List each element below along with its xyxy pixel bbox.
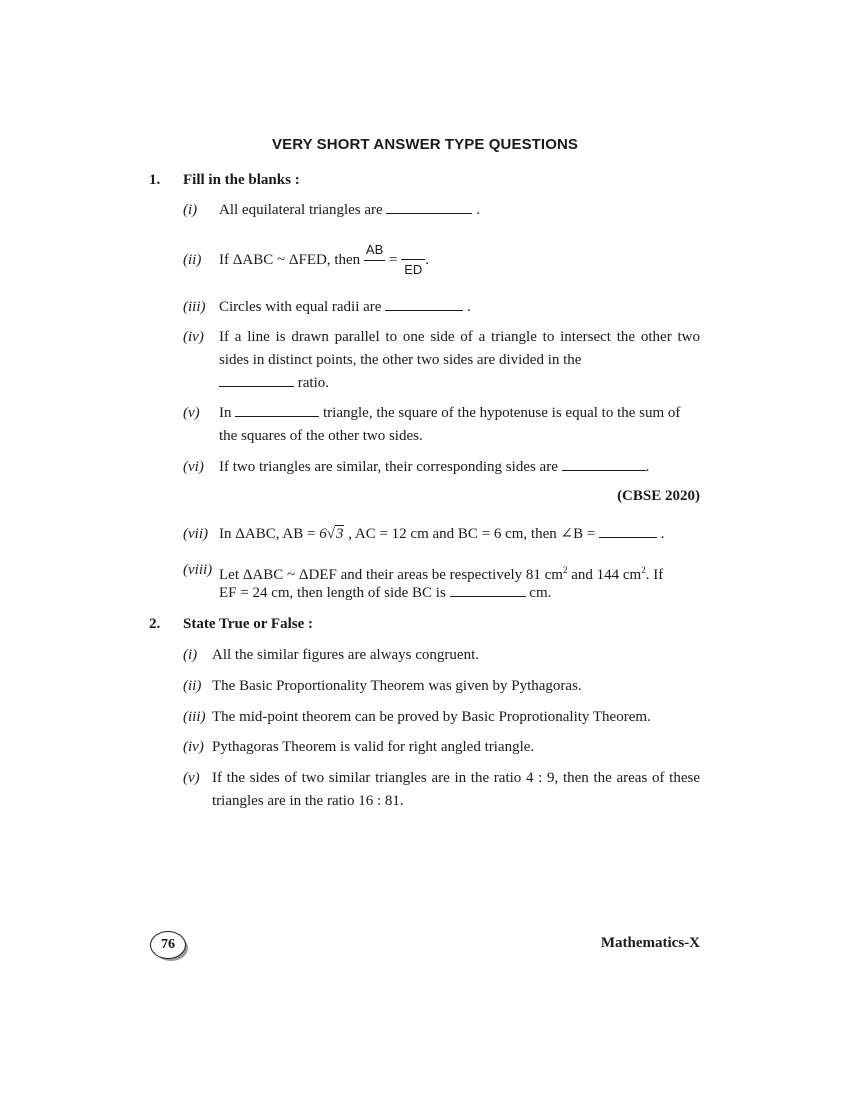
q1-item-4-numeral: (iv)	[183, 329, 204, 345]
book-title: Mathematics-X	[600, 935, 700, 951]
q2-item-4: Pythagoras Theorem is valid for right angled triangle.	[212, 739, 535, 755]
question-2-title: State True or False :	[183, 616, 313, 632]
superscript: 2	[562, 565, 568, 575]
q1-item-5-numeral: (v)	[183, 405, 200, 421]
q1-item-8-text-4: EF = 24 cm, then length of side BC is	[219, 585, 446, 601]
radical-coefficient: 6	[319, 526, 327, 542]
q1-item-7	[219, 523, 665, 546]
q1-item-4-line3	[219, 372, 329, 395]
q1-item-1-numeral: (i)	[183, 202, 198, 218]
q2-item-5-numeral: (v)	[183, 770, 200, 786]
q1-item-8-end: cm.	[529, 585, 552, 601]
q1-item-3-numeral: (iii)	[183, 299, 206, 315]
q1-item-8-text-3: . If	[645, 567, 664, 583]
page-number: 76	[150, 931, 186, 959]
question-1-title: Fill in the blanks :	[183, 172, 300, 188]
fraction-numerator-blank[interactable]	[401, 243, 425, 260]
q1-item-5-text-start: In	[219, 405, 232, 421]
q1-item-5-text: triangle, the square of the hypotenuse is equal to the sum of the squares of the other two sides.	[219, 405, 681, 444]
equals-sign: =	[389, 252, 398, 268]
answer-blank[interactable]	[385, 296, 463, 311]
question-2-number: 2.	[149, 616, 161, 632]
fraction-numerator: AB	[364, 242, 385, 261]
q1-item-8-numeral: (viii)	[183, 562, 213, 578]
q1-item-1-end: .	[476, 202, 480, 218]
q1-item-3-text: Circles with equal radii are	[219, 299, 382, 315]
q1-item-8-line2	[219, 582, 551, 605]
q1-item-2-text: If ΔABC ~ ΔFED, then	[219, 252, 361, 268]
q2-item-4-numeral: (iv)	[183, 739, 204, 755]
superscript: 2	[641, 565, 646, 575]
page-number-badge	[150, 931, 186, 959]
radicand: 3	[335, 526, 344, 542]
q1-item-7-text-2: , AC = 12 cm and BC = 6 cm, then ∠B =	[348, 526, 596, 542]
q1-item-1-text: All equilateral triangles are	[219, 202, 383, 218]
fraction-ab-over-blank	[364, 242, 385, 279]
section-heading: VERY SHORT ANSWER TYPE QUESTIONS	[271, 136, 579, 153]
q1-item-3	[219, 296, 471, 319]
q2-item-1-numeral: (i)	[183, 647, 198, 663]
q1-item-3-end: .	[466, 299, 471, 315]
q1-item-4-end: ratio.	[297, 375, 329, 391]
q1-item-8-text-1: Let ΔABC ~ ΔDEF and their areas be respectively 81 cm	[219, 567, 563, 583]
fraction-denominator-blank[interactable]	[364, 261, 385, 279]
answer-blank[interactable]	[386, 199, 472, 214]
q1-item-6	[219, 456, 649, 479]
answer-blank[interactable]	[219, 372, 294, 387]
answer-blank[interactable]	[599, 523, 657, 538]
source-tag: (CBSE 2020)	[617, 488, 700, 504]
radical-expression: 6√3	[319, 526, 344, 542]
q1-item-7-text: In ΔABC, AB =	[219, 526, 316, 542]
q2-item-2-numeral: (ii)	[183, 678, 202, 694]
q1-item-8-text-2: and 144 cm	[567, 567, 642, 583]
q2-item-5: If the sides of two similar triangles are in the ratio 4 : 9, then the areas of these triangles are in the ratio 16 : 81.	[212, 770, 700, 809]
answer-blank[interactable]	[562, 456, 646, 471]
q1-item-7-numeral: (vii)	[183, 526, 208, 542]
q2-item-3: The mid-point theorem can be proved by Basic Proprotionality Theorem.	[212, 709, 651, 725]
fraction-denominator: ED	[404, 262, 423, 278]
fraction-blank-over-ed	[401, 243, 425, 278]
q1-item-2-end: .	[425, 252, 429, 268]
q1-item-7-end: .	[660, 526, 665, 542]
q2-item-1: All the similar figures are always congruent.	[212, 647, 479, 663]
q2-item-3-numeral: (iii)	[183, 709, 206, 725]
q1-item-2	[219, 236, 429, 284]
q1-item-5	[219, 402, 700, 448]
q1-item-1	[219, 199, 480, 222]
answer-blank[interactable]	[450, 582, 526, 597]
q1-item-6-end: .	[645, 459, 650, 475]
question-1-number: 1.	[149, 172, 161, 188]
q1-item-6-numeral: (vi)	[183, 459, 204, 475]
q1-item-2-numeral: (ii)	[183, 252, 202, 268]
q2-item-2: The Basic Proportionality Theorem was given by Pythagoras.	[212, 678, 582, 694]
q1-item-6-text: If two triangles are similar, their corresponding sides are	[219, 459, 558, 475]
q1-item-4	[219, 326, 700, 372]
answer-blank[interactable]	[235, 402, 319, 417]
q1-item-4-text: If a line is drawn parallel to one side of a triangle to intersect the other two sides in distinct points, the other two sides are divided in the	[219, 329, 700, 368]
